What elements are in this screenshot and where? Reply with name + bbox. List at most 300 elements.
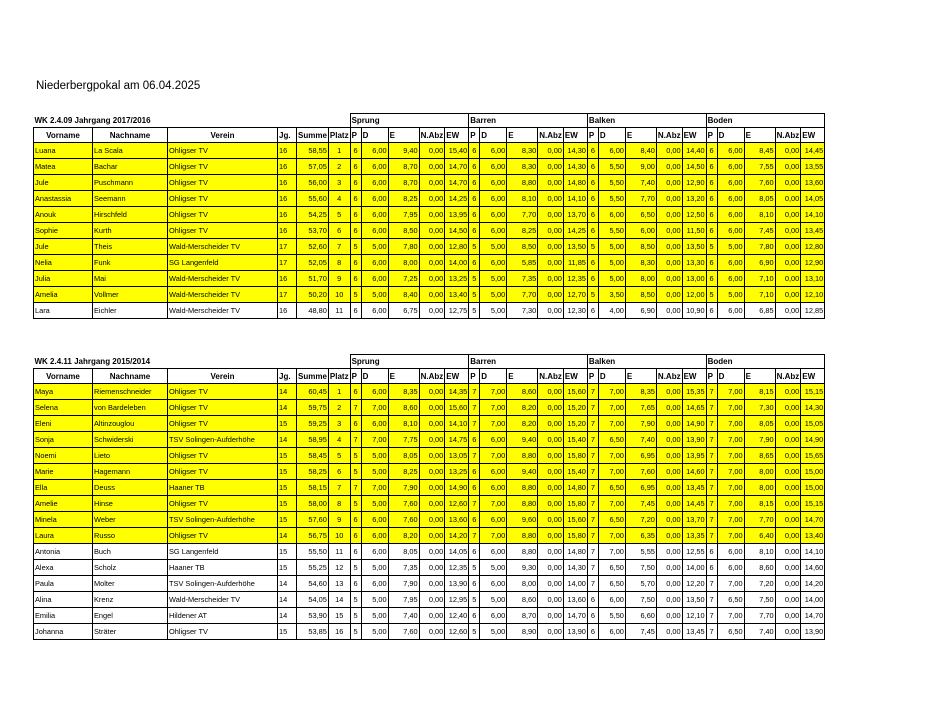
cell-balken-d: 5,00: [598, 239, 625, 255]
column-header-row: [34, 369, 825, 384]
cell-boden-nabz: 0,00: [775, 464, 801, 480]
cell-sprung-d: 6,00: [361, 207, 388, 223]
cell-vorname: Selena: [34, 400, 93, 416]
cell-balken-p: 7: [587, 496, 598, 512]
cell-barren-e: 8,60: [507, 592, 538, 608]
cell-boden-e: 8,65: [744, 448, 775, 464]
cell-sprung-ew: 13,60: [445, 512, 469, 528]
cell-balken-nabz: 0,00: [656, 303, 682, 319]
cell-jahrgang: 17: [278, 255, 297, 271]
cell-boden-nabz: 0,00: [775, 512, 801, 528]
cell-boden-e: 8,00: [744, 464, 775, 480]
cell-barren-p: 6: [469, 175, 480, 191]
cell-boden-d: 5,00: [717, 239, 744, 255]
cell-barren-p: 7: [469, 496, 480, 512]
cell-vorname: Anouk: [34, 207, 93, 223]
cell-barren-e: 8,70: [507, 608, 538, 624]
cell-summe: 58,00: [297, 496, 329, 512]
cell-barren-ew: 15,40: [563, 432, 587, 448]
cell-balken-d: 7,00: [598, 416, 625, 432]
cell-boden-d: 6,00: [717, 223, 744, 239]
cell-balken-e: 7,65: [625, 400, 656, 416]
cell-balken-ew: 12,10: [682, 608, 706, 624]
cell-boden-d: 6,00: [717, 271, 744, 287]
table-row: [34, 576, 825, 592]
cell-sprung-nabz: 0,00: [419, 416, 445, 432]
cell-barren-d: 6,00: [480, 175, 507, 191]
cell-summe: 53,70: [297, 223, 329, 239]
cell-jahrgang: 15: [278, 560, 297, 576]
cell-sprung-e: 7,95: [388, 207, 419, 223]
cell-barren-d: 6,00: [480, 143, 507, 159]
cell-boden-p: 6: [706, 143, 717, 159]
cell-balken-nabz: 0,00: [656, 143, 682, 159]
cell-barren-d: 6,00: [480, 191, 507, 207]
column-header-boden-p: P: [706, 128, 717, 143]
cell-barren-d: 7,00: [480, 416, 507, 432]
cell-balken-e: 7,60: [625, 464, 656, 480]
cell-balken-nabz: 0,00: [656, 239, 682, 255]
column-header-barren-e: E: [507, 128, 538, 143]
cell-sprung-p: 6: [350, 255, 361, 271]
cell-balken-p: 7: [587, 528, 598, 544]
cell-boden-nabz: 0,00: [775, 560, 801, 576]
cell-sprung-d: 5,00: [361, 448, 388, 464]
cell-sprung-p: 6: [350, 159, 361, 175]
cell-platz: 10: [328, 528, 350, 544]
cell-sprung-e: 8,60: [388, 400, 419, 416]
cell-boden-p: 5: [706, 287, 717, 303]
cell-barren-e: 8,80: [507, 528, 538, 544]
column-header-boden-ew: EW: [801, 369, 825, 384]
cell-balken-e: 7,40: [625, 432, 656, 448]
cell-platz: 5: [328, 207, 350, 223]
cell-verein: Ohligser TV: [168, 207, 278, 223]
cell-nachname: Scholz: [93, 560, 168, 576]
cell-sprung-p: 7: [350, 400, 361, 416]
cell-sprung-nabz: 0,00: [419, 191, 445, 207]
cell-boden-nabz: 0,00: [775, 592, 801, 608]
cell-verein: TSV Solingen-Aufderhöhe: [168, 512, 278, 528]
cell-barren-e: 9,30: [507, 560, 538, 576]
column-header-boden-nabz: N.Abz: [775, 369, 801, 384]
cell-boden-p: 6: [706, 271, 717, 287]
cell-balken-ew: 14,65: [682, 400, 706, 416]
cell-barren-p: 6: [469, 255, 480, 271]
cell-nachname: Bachar: [93, 159, 168, 175]
cell-boden-e: 6,90: [744, 255, 775, 271]
cell-jahrgang: 14: [278, 608, 297, 624]
cell-sprung-d: 6,00: [361, 271, 388, 287]
cell-barren-e: 8,80: [507, 544, 538, 560]
cell-boden-p: 7: [706, 464, 717, 480]
cell-verein: TSV Solingen-Aufderhöhe: [168, 576, 278, 592]
apparatus-header-balken: Balken: [587, 355, 706, 369]
cell-sprung-e: 8,70: [388, 159, 419, 175]
cell-barren-e: 8,30: [507, 143, 538, 159]
cell-barren-e: 7,35: [507, 271, 538, 287]
cell-jahrgang: 14: [278, 432, 297, 448]
cell-boden-p: 7: [706, 592, 717, 608]
cell-platz: 4: [328, 191, 350, 207]
cell-barren-ew: 15,20: [563, 400, 587, 416]
cell-boden-ew: 15,00: [801, 464, 825, 480]
cell-balken-p: 6: [587, 303, 598, 319]
cell-sprung-d: 5,00: [361, 608, 388, 624]
cell-platz: 12: [328, 560, 350, 576]
cell-balken-p: 6: [587, 207, 598, 223]
cell-sprung-ew: 13,05: [445, 448, 469, 464]
cell-boden-ew: 15,65: [801, 448, 825, 464]
cell-boden-e: 7,70: [744, 608, 775, 624]
cell-summe: 52,05: [297, 255, 329, 271]
cell-sprung-e: 8,50: [388, 223, 419, 239]
cell-sprung-d: 6,00: [361, 384, 388, 400]
cell-barren-d: 5,00: [480, 239, 507, 255]
cell-verein: Ohligser TV: [168, 624, 278, 640]
cell-boden-e: 8,60: [744, 560, 775, 576]
cell-balken-e: 7,45: [625, 496, 656, 512]
cell-verein: Haaner TB: [168, 480, 278, 496]
cell-sprung-d: 6,00: [361, 528, 388, 544]
cell-platz: 5: [328, 448, 350, 464]
cell-sprung-e: 7,75: [388, 432, 419, 448]
cell-barren-nabz: 0,00: [538, 608, 564, 624]
cell-jahrgang: 16: [278, 191, 297, 207]
cell-balken-ew: 13,50: [682, 239, 706, 255]
cell-platz: 11: [328, 544, 350, 560]
cell-boden-p: 6: [706, 223, 717, 239]
table-row: [34, 592, 825, 608]
cell-boden-e: 7,55: [744, 159, 775, 175]
cell-vorname: Minela: [34, 512, 93, 528]
cell-nachname: Seemann: [93, 191, 168, 207]
cell-balken-nabz: 0,00: [656, 223, 682, 239]
cell-barren-e: 8,80: [507, 175, 538, 191]
cell-sprung-e: 8,10: [388, 416, 419, 432]
cell-sprung-nabz: 0,00: [419, 175, 445, 191]
cell-verein: Wald-Merscheider TV: [168, 271, 278, 287]
cell-boden-d: 7,00: [717, 608, 744, 624]
cell-barren-ew: 11,85: [563, 255, 587, 271]
cell-boden-ew: 14,70: [801, 608, 825, 624]
cell-sprung-e: 8,00: [388, 255, 419, 271]
cell-balken-ew: 12,55: [682, 544, 706, 560]
cell-jahrgang: 14: [278, 400, 297, 416]
cell-balken-e: 7,90: [625, 416, 656, 432]
cell-balken-ew: 13,00: [682, 271, 706, 287]
cell-balken-p: 7: [587, 576, 598, 592]
column-header-balken-p: P: [587, 369, 598, 384]
cell-jahrgang: 16: [278, 271, 297, 287]
cell-barren-ew: 14,80: [563, 480, 587, 496]
cell-verein: Wald-Merscheider TV: [168, 287, 278, 303]
cell-sprung-d: 5,00: [361, 496, 388, 512]
cell-boden-p: 7: [706, 496, 717, 512]
cell-nachname: Mai: [93, 271, 168, 287]
cell-balken-ew: 14,45: [682, 496, 706, 512]
cell-boden-e: 8,05: [744, 191, 775, 207]
cell-balken-nabz: 0,00: [656, 464, 682, 480]
cell-balken-p: 6: [587, 608, 598, 624]
cell-barren-d: 5,00: [480, 560, 507, 576]
cell-sprung-nabz: 0,00: [419, 432, 445, 448]
cell-sprung-p: 6: [350, 528, 361, 544]
cell-balken-ew: 10,90: [682, 303, 706, 319]
table-title-row: [34, 114, 825, 128]
cell-boden-nabz: 0,00: [775, 384, 801, 400]
column-header-boden-e: E: [744, 128, 775, 143]
cell-balken-ew: 11,50: [682, 223, 706, 239]
cell-balken-p: 6: [587, 592, 598, 608]
cell-balken-ew: 14,60: [682, 464, 706, 480]
cell-boden-ew: 14,45: [801, 143, 825, 159]
cell-boden-ew: 12,80: [801, 239, 825, 255]
cell-barren-ew: 14,80: [563, 175, 587, 191]
apparatus-header-barren: Barren: [469, 355, 588, 369]
cell-barren-ew: 15,80: [563, 496, 587, 512]
cell-vorname: Amelia: [34, 287, 93, 303]
cell-sprung-e: 6,75: [388, 303, 419, 319]
cell-barren-e: 8,00: [507, 576, 538, 592]
cell-sprung-e: 8,70: [388, 175, 419, 191]
table-title: WK 2.4.09 Jahrgang 2017/2016: [34, 115, 151, 125]
cell-platz: 10: [328, 287, 350, 303]
cell-barren-p: 7: [469, 528, 480, 544]
cell-sprung-e: 7,35: [388, 560, 419, 576]
cell-boden-d: 7,00: [717, 496, 744, 512]
column-header-balken-d: D: [598, 128, 625, 143]
cell-barren-d: 5,00: [480, 287, 507, 303]
cell-boden-nabz: 0,00: [775, 624, 801, 640]
cell-balken-e: 7,40: [625, 175, 656, 191]
cell-boden-nabz: 0,00: [775, 239, 801, 255]
column-header-barren-d: D: [480, 128, 507, 143]
cell-nachname: La Scala: [93, 143, 168, 159]
table-row: [34, 608, 825, 624]
cell-sprung-ew: 14,00: [445, 255, 469, 271]
cell-barren-nabz: 0,00: [538, 239, 564, 255]
cell-barren-d: 6,00: [480, 608, 507, 624]
cell-barren-ew: 14,10: [563, 191, 587, 207]
cell-barren-d: 6,00: [480, 576, 507, 592]
cell-boden-nabz: 0,00: [775, 400, 801, 416]
cell-sprung-d: 6,00: [361, 416, 388, 432]
cell-vorname: Anastassia: [34, 191, 93, 207]
cell-barren-e: 8,90: [507, 624, 538, 640]
column-header-boden-p: P: [706, 369, 717, 384]
cell-sprung-ew: 12,95: [445, 592, 469, 608]
cell-barren-ew: 15,80: [563, 448, 587, 464]
cell-sprung-ew: 13,25: [445, 271, 469, 287]
cell-barren-ew: 14,30: [563, 560, 587, 576]
cell-barren-nabz: 0,00: [538, 287, 564, 303]
cell-boden-p: 5: [706, 239, 717, 255]
cell-boden-ew: 15,05: [801, 416, 825, 432]
column-header-vorname: Vorname: [34, 369, 93, 384]
cell-sprung-ew: 13,95: [445, 207, 469, 223]
cell-boden-nabz: 0,00: [775, 432, 801, 448]
cell-vorname: Marie: [34, 464, 93, 480]
cell-boden-nabz: 0,00: [775, 191, 801, 207]
cell-boden-p: 7: [706, 384, 717, 400]
cell-boden-p: 6: [706, 207, 717, 223]
cell-sprung-p: 6: [350, 384, 361, 400]
cell-balken-ew: 13,70: [682, 512, 706, 528]
apparatus-header-barren: Barren: [469, 114, 588, 128]
table-row: [34, 512, 825, 528]
cell-barren-nabz: 0,00: [538, 560, 564, 576]
column-header-barren-d: D: [480, 369, 507, 384]
cell-sprung-d: 6,00: [361, 255, 388, 271]
cell-sprung-nabz: 0,00: [419, 271, 445, 287]
cell-boden-ew: 14,00: [801, 592, 825, 608]
cell-sprung-e: 7,90: [388, 480, 419, 496]
cell-barren-p: 7: [469, 400, 480, 416]
cell-sprung-d: 6,00: [361, 544, 388, 560]
cell-boden-d: 6,00: [717, 207, 744, 223]
cell-balken-e: 7,20: [625, 512, 656, 528]
cell-jahrgang: 17: [278, 287, 297, 303]
cell-boden-nabz: 0,00: [775, 480, 801, 496]
cell-balken-nabz: 0,00: [656, 480, 682, 496]
cell-barren-d: 6,00: [480, 512, 507, 528]
cell-vorname: Nelia: [34, 255, 93, 271]
cell-verein: Ohligser TV: [168, 143, 278, 159]
cell-boden-p: 6: [706, 191, 717, 207]
column-header-sprung-e: E: [388, 128, 419, 143]
cell-boden-p: 7: [706, 416, 717, 432]
cell-verein: Ohligser TV: [168, 159, 278, 175]
cell-sprung-nabz: 0,00: [419, 448, 445, 464]
cell-nachname: Lieto: [93, 448, 168, 464]
cell-balken-d: 6,50: [598, 512, 625, 528]
cell-balken-d: 6,50: [598, 560, 625, 576]
table-row: [34, 287, 825, 303]
cell-summe: 50,20: [297, 287, 329, 303]
cell-balken-nabz: 0,00: [656, 287, 682, 303]
cell-boden-nabz: 0,00: [775, 271, 801, 287]
column-header-balken-ew: EW: [682, 369, 706, 384]
cell-balken-p: 7: [587, 432, 598, 448]
cell-barren-d: 6,00: [480, 159, 507, 175]
cell-nachname: Deuss: [93, 480, 168, 496]
cell-barren-e: 7,70: [507, 207, 538, 223]
table-row: [34, 207, 825, 223]
cell-boden-d: 6,00: [717, 191, 744, 207]
cell-balken-p: 7: [587, 560, 598, 576]
table-row: [34, 271, 825, 287]
cell-verein: Ohligser TV: [168, 223, 278, 239]
cell-sprung-nabz: 0,00: [419, 400, 445, 416]
table-row: [34, 223, 825, 239]
cell-barren-e: 8,80: [507, 496, 538, 512]
cell-balken-d: 6,00: [598, 143, 625, 159]
table-row: [34, 400, 825, 416]
cell-sprung-d: 6,00: [361, 223, 388, 239]
cell-boden-d: 7,00: [717, 480, 744, 496]
cell-barren-ew: 14,00: [563, 576, 587, 592]
cell-verein: Ohligser TV: [168, 496, 278, 512]
apparatus-header-balken: Balken: [587, 114, 706, 128]
cell-barren-nabz: 0,00: [538, 175, 564, 191]
cell-platz: 6: [328, 223, 350, 239]
cell-jahrgang: 16: [278, 223, 297, 239]
cell-boden-e: 7,80: [744, 239, 775, 255]
cell-barren-nabz: 0,00: [538, 448, 564, 464]
cell-sprung-p: 5: [350, 464, 361, 480]
cell-verein: Haaner TB: [168, 560, 278, 576]
cell-barren-ew: 15,60: [563, 384, 587, 400]
cell-barren-d: 6,00: [480, 480, 507, 496]
column-header-balken-ew: EW: [682, 128, 706, 143]
cell-nachname: Hirschfeld: [93, 207, 168, 223]
cell-barren-nabz: 0,00: [538, 400, 564, 416]
table-row: [34, 255, 825, 271]
cell-vorname: Antonia: [34, 544, 93, 560]
cell-barren-nabz: 0,00: [538, 512, 564, 528]
cell-barren-nabz: 0,00: [538, 432, 564, 448]
cell-sprung-e: 7,90: [388, 576, 419, 592]
cell-boden-p: 6: [706, 255, 717, 271]
cell-balken-e: 8,40: [625, 143, 656, 159]
cell-boden-e: 7,45: [744, 223, 775, 239]
cell-balken-e: 8,35: [625, 384, 656, 400]
cell-balken-e: 7,45: [625, 624, 656, 640]
cell-barren-d: 5,00: [480, 592, 507, 608]
cell-summe: 56,00: [297, 175, 329, 191]
cell-sprung-d: 5,00: [361, 592, 388, 608]
cell-platz: 2: [328, 400, 350, 416]
cell-boden-ew: 13,40: [801, 528, 825, 544]
cell-balken-p: 7: [587, 464, 598, 480]
cell-sprung-p: 6: [350, 191, 361, 207]
cell-platz: 15: [328, 608, 350, 624]
column-header-balken-nabz: N.Abz: [656, 128, 682, 143]
cell-sprung-ew: 12,35: [445, 560, 469, 576]
cell-boden-d: 6,50: [717, 624, 744, 640]
cell-sprung-d: 6,00: [361, 512, 388, 528]
cell-balken-ew: 13,50: [682, 592, 706, 608]
cell-summe: 56,75: [297, 528, 329, 544]
column-header-platz: Platz: [328, 128, 350, 143]
column-header-balken-nabz: N.Abz: [656, 369, 682, 384]
cell-sprung-ew: 13,25: [445, 464, 469, 480]
cell-sprung-ew: 14,10: [445, 416, 469, 432]
cell-barren-nabz: 0,00: [538, 496, 564, 512]
cell-verein: Ohligser TV: [168, 191, 278, 207]
cell-barren-e: 8,20: [507, 416, 538, 432]
cell-barren-d: 6,00: [480, 207, 507, 223]
cell-barren-ew: 13,70: [563, 207, 587, 223]
cell-boden-ew: 14,30: [801, 400, 825, 416]
cell-barren-d: 6,00: [480, 255, 507, 271]
cell-barren-ew: 15,40: [563, 464, 587, 480]
cell-sprung-d: 5,00: [361, 560, 388, 576]
cell-barren-d: 6,00: [480, 432, 507, 448]
cell-verein: Hildener AT: [168, 608, 278, 624]
cell-sprung-nabz: 0,00: [419, 624, 445, 640]
cell-barren-e: 8,10: [507, 191, 538, 207]
cell-summe: 57,60: [297, 512, 329, 528]
cell-vorname: Lara: [34, 303, 93, 319]
cell-vorname: Noemi: [34, 448, 93, 464]
cell-platz: 3: [328, 416, 350, 432]
cell-barren-e: 8,60: [507, 384, 538, 400]
cell-barren-d: 7,00: [480, 448, 507, 464]
cell-summe: 54,60: [297, 576, 329, 592]
cell-boden-ew: 12,85: [801, 303, 825, 319]
